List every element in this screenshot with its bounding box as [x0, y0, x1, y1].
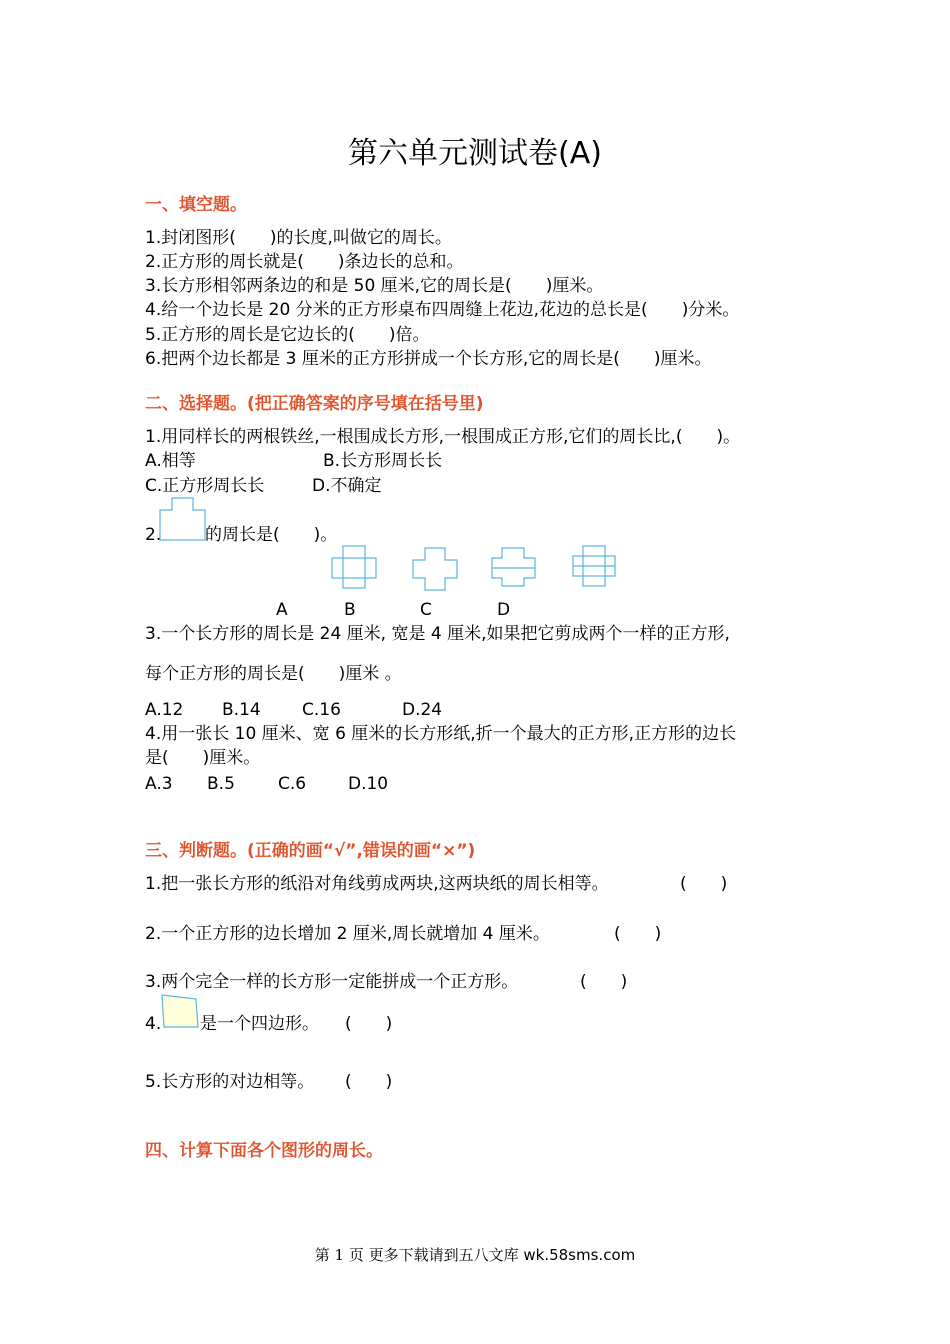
footer-site-link[interactable]: wk.58sms.com — [523, 1246, 636, 1264]
fill-question-5: 5.正方形的周长是它边长的( )倍。 — [145, 325, 430, 345]
choice-4-option-b: B.5 — [207, 774, 235, 794]
judge-1-bracket: ( ) — [680, 874, 728, 894]
judge-question-1: 1.把一张长方形的纸沿对角线剪成两块,这两块纸的周长相等。 — [145, 874, 609, 894]
fill-question-4: 4.给一个边长是 20 分米的正方形桌布四周缝上花边,花边的总长是( )分米。 — [145, 300, 740, 320]
page-footer — [0, 1244, 950, 1265]
option-a-figure — [332, 546, 378, 590]
judge-question-3: 3.两个完全一样的长方形一定能拼成一个正方形。 — [145, 972, 519, 992]
section-heading-fill-in: 一、填空题。 — [145, 195, 247, 215]
option-d-figure — [573, 546, 619, 590]
choice-question-2-number: 2. — [145, 525, 162, 545]
judge-3-bracket: ( ) — [580, 972, 628, 992]
choice-4-option-a: A.3 — [145, 774, 173, 794]
judge-question-2: 2.一个正方形的边长增加 2 厘米,周长就增加 4 厘米。 — [145, 924, 550, 944]
judge-question-4-number: 4. — [145, 1014, 162, 1034]
choice-1-option-c: C.正方形周长长 — [145, 476, 265, 496]
choice-4-option-c: C.6 — [278, 774, 307, 794]
fill-question-3: 3.长方形相邻两条边的和是 50 厘米,它的周长是( )厘米。 — [145, 276, 604, 296]
fill-question-6: 6.把两个边长都是 3 厘米的正方形拼成一个长方形,它的周长是( )厘米。 — [145, 349, 712, 369]
section-heading-choice: 二、选择题。(把正确答案的序号填在括号里) — [145, 394, 484, 414]
choice-2-label-b: B — [344, 600, 356, 620]
judge-question-4-text: 是一个四边形。 — [200, 1014, 319, 1034]
judge-4-bracket: ( ) — [345, 1014, 393, 1034]
quadrilateral-figure — [160, 993, 200, 1029]
option-c-figure — [492, 548, 538, 592]
choice-question-4-line2: 是( )厘米。 — [145, 748, 261, 768]
option-b-figure — [413, 548, 459, 592]
fill-question-2: 2.正方形的周长就是( )条边长的总和。 — [145, 252, 464, 272]
section-heading-judge: 三、判断题。(正确的画“√”,错误的画“×”) — [145, 841, 476, 861]
judge-5-bracket: ( ) — [345, 1072, 393, 1092]
footer-text: 第 1 页 更多下载请到五八文库 — [314, 1246, 524, 1264]
fill-question-1: 1.封闭图形( )的长度,叫做它的周长。 — [145, 228, 452, 248]
judge-question-5: 5.长方形的对边相等。 — [145, 1072, 315, 1092]
choice-3-option-a: A.12 — [145, 700, 184, 720]
page-title: 第六单元测试卷(A) — [348, 136, 602, 171]
choice-3-option-b: B.14 — [222, 700, 261, 720]
choice-4-option-d: D.10 — [348, 774, 389, 794]
cross-shape-figure — [160, 498, 206, 542]
choice-3-option-d: D.24 — [402, 700, 443, 720]
choice-2-label-a: A — [276, 600, 288, 620]
choice-question-3-line1: 3.一个长方形的周长是 24 厘米, 宽是 4 厘米,如果把它剪成两个一样的正方形, — [145, 624, 730, 644]
choice-1-option-b: B.长方形周长长 — [323, 451, 443, 471]
choice-2-label-d: D — [497, 600, 511, 620]
choice-2-label-c: C — [420, 600, 432, 620]
choice-question-2-text: 的周长是( )。 — [205, 525, 338, 545]
choice-1-option-a: A.相等 — [145, 451, 196, 471]
choice-1-option-d: D.不确定 — [312, 476, 382, 496]
choice-question-4-line1: 4.用一张长 10 厘米、宽 6 厘米的长方形纸,折一个最大的正方形,正方形的边长 — [145, 724, 737, 744]
judge-2-bracket: ( ) — [614, 924, 662, 944]
section-heading-perimeter: 四、计算下面各个图形的周长。 — [145, 1141, 383, 1161]
choice-question-1: 1.用同样长的两根铁丝,一根围成长方形,一根围成正方形,它们的周长比,( )。 — [145, 427, 741, 447]
choice-question-3-line2: 每个正方形的周长是( )厘米 。 — [145, 664, 402, 684]
choice-3-option-c: C.16 — [302, 700, 341, 720]
